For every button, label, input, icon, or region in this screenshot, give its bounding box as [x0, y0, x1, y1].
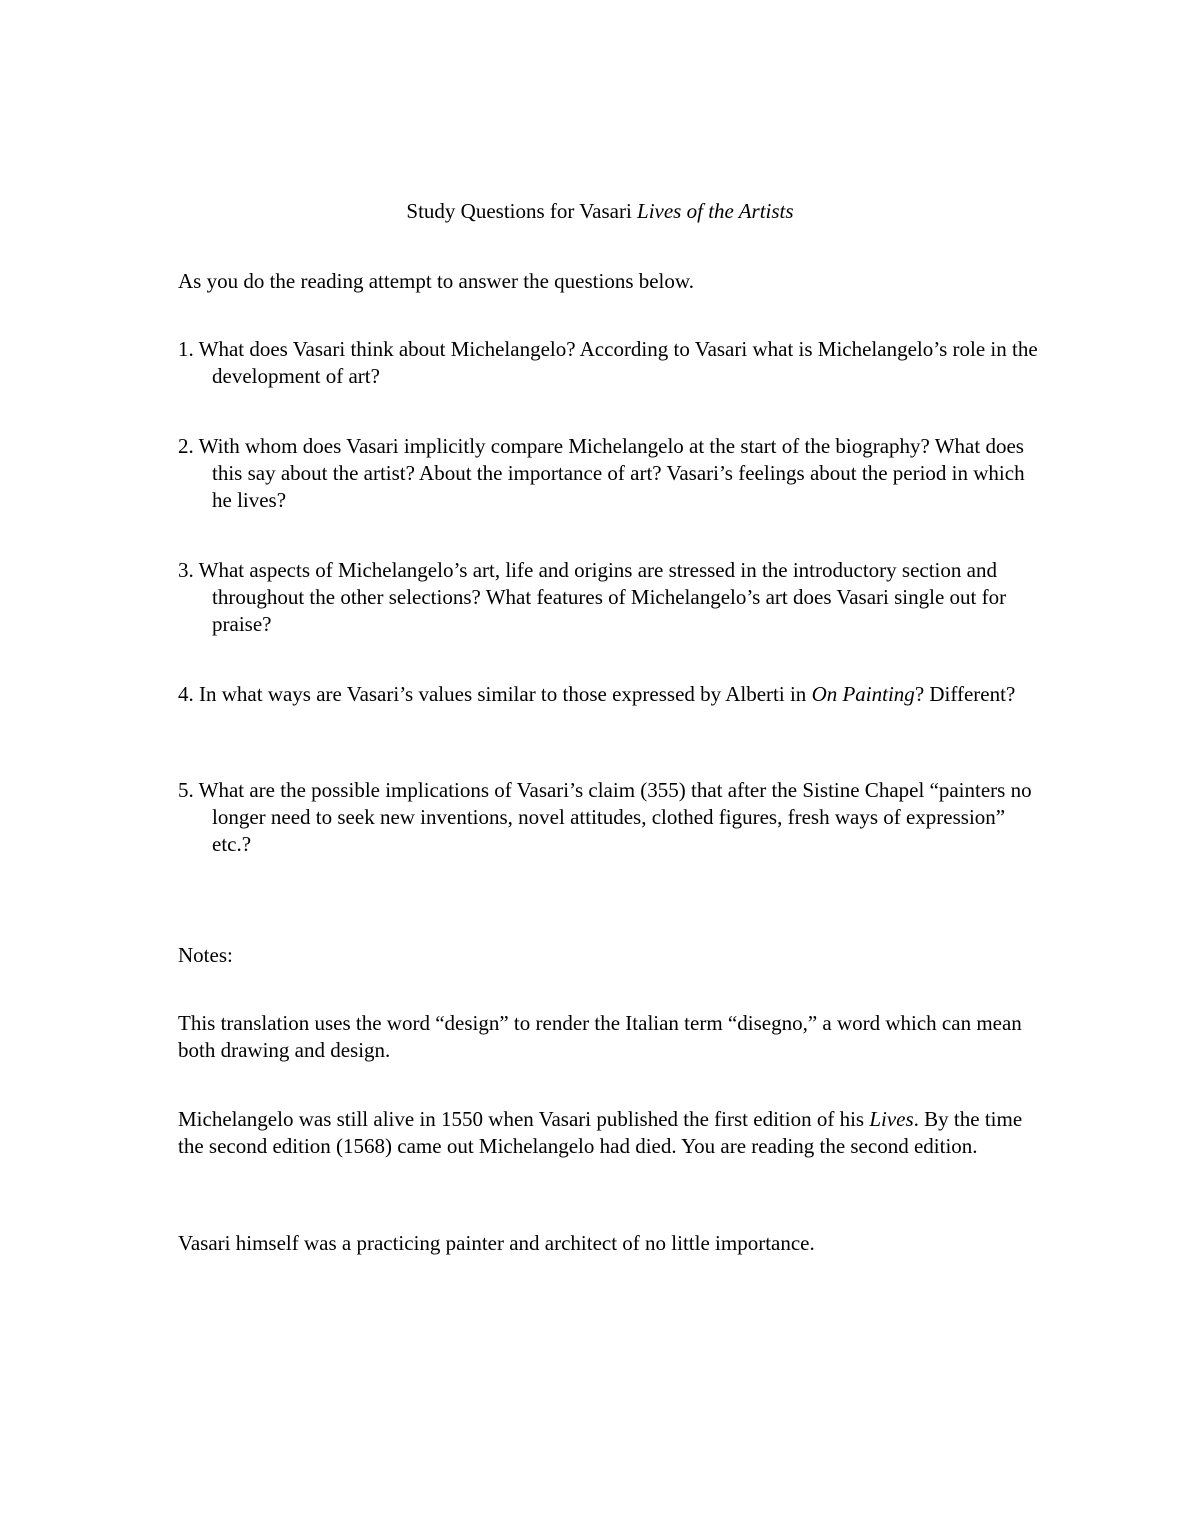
question-4-post: ? Different? [914, 682, 1016, 706]
note-1: This translation uses the word “design” to render the Italian term “disegno,” a word which can mean both drawing and design. [178, 1011, 1022, 1062]
note-2-italic: Lives [869, 1107, 914, 1131]
note-2-pre: Michelangelo was still alive in 1550 when Vasari published the first edition of his [178, 1107, 870, 1131]
question-1: 1. What does Vasari think about Michelangelo? According to Vasari what is Michelangelo’s role in the development of art? [178, 337, 1038, 388]
question-5: 5. What are the possible implications of Vasari’s claim (355) that after the Sistine Chapel “painters no longer need to seek new inventions, novel attitudes, clothed figures, fresh ways of expression” etc.? [178, 778, 1032, 856]
question-4-pre: 4. In what ways are Vasari’s values similar to those expressed by Alberti in [178, 682, 812, 706]
question-3: 3. What aspects of Michelangelo’s art, life and origins are stressed in the introductory section and throughout the other selections? What features of Michelangelo’s art does Vasari single out for praise? [178, 558, 1007, 636]
note-2 [178, 1106, 1038, 1160]
title-prefix: Study Questions for Vasari [406, 199, 638, 223]
note-2-post: . By the time the second edition (1568) came out Michelangelo had died. You are reading the second edition. [178, 1107, 1023, 1158]
note-3: Vasari himself was a practicing painter and architect of no little importance. [178, 1231, 815, 1255]
question-4 [178, 681, 1038, 708]
notes-label: Notes: [178, 943, 233, 967]
page-title [0, 198, 1200, 225]
question-2: 2. With whom does Vasari implicitly compare Michelangelo at the start of the biography? What does this say about the artist? About the importance of art? Vasari’s feelings about the period in which he lives? [178, 434, 1025, 512]
intro-text: As you do the reading attempt to answer the questions below. [178, 269, 694, 293]
question-4-italic: On Painting [811, 682, 915, 706]
title-book-name: Lives of the Artists [637, 199, 794, 223]
